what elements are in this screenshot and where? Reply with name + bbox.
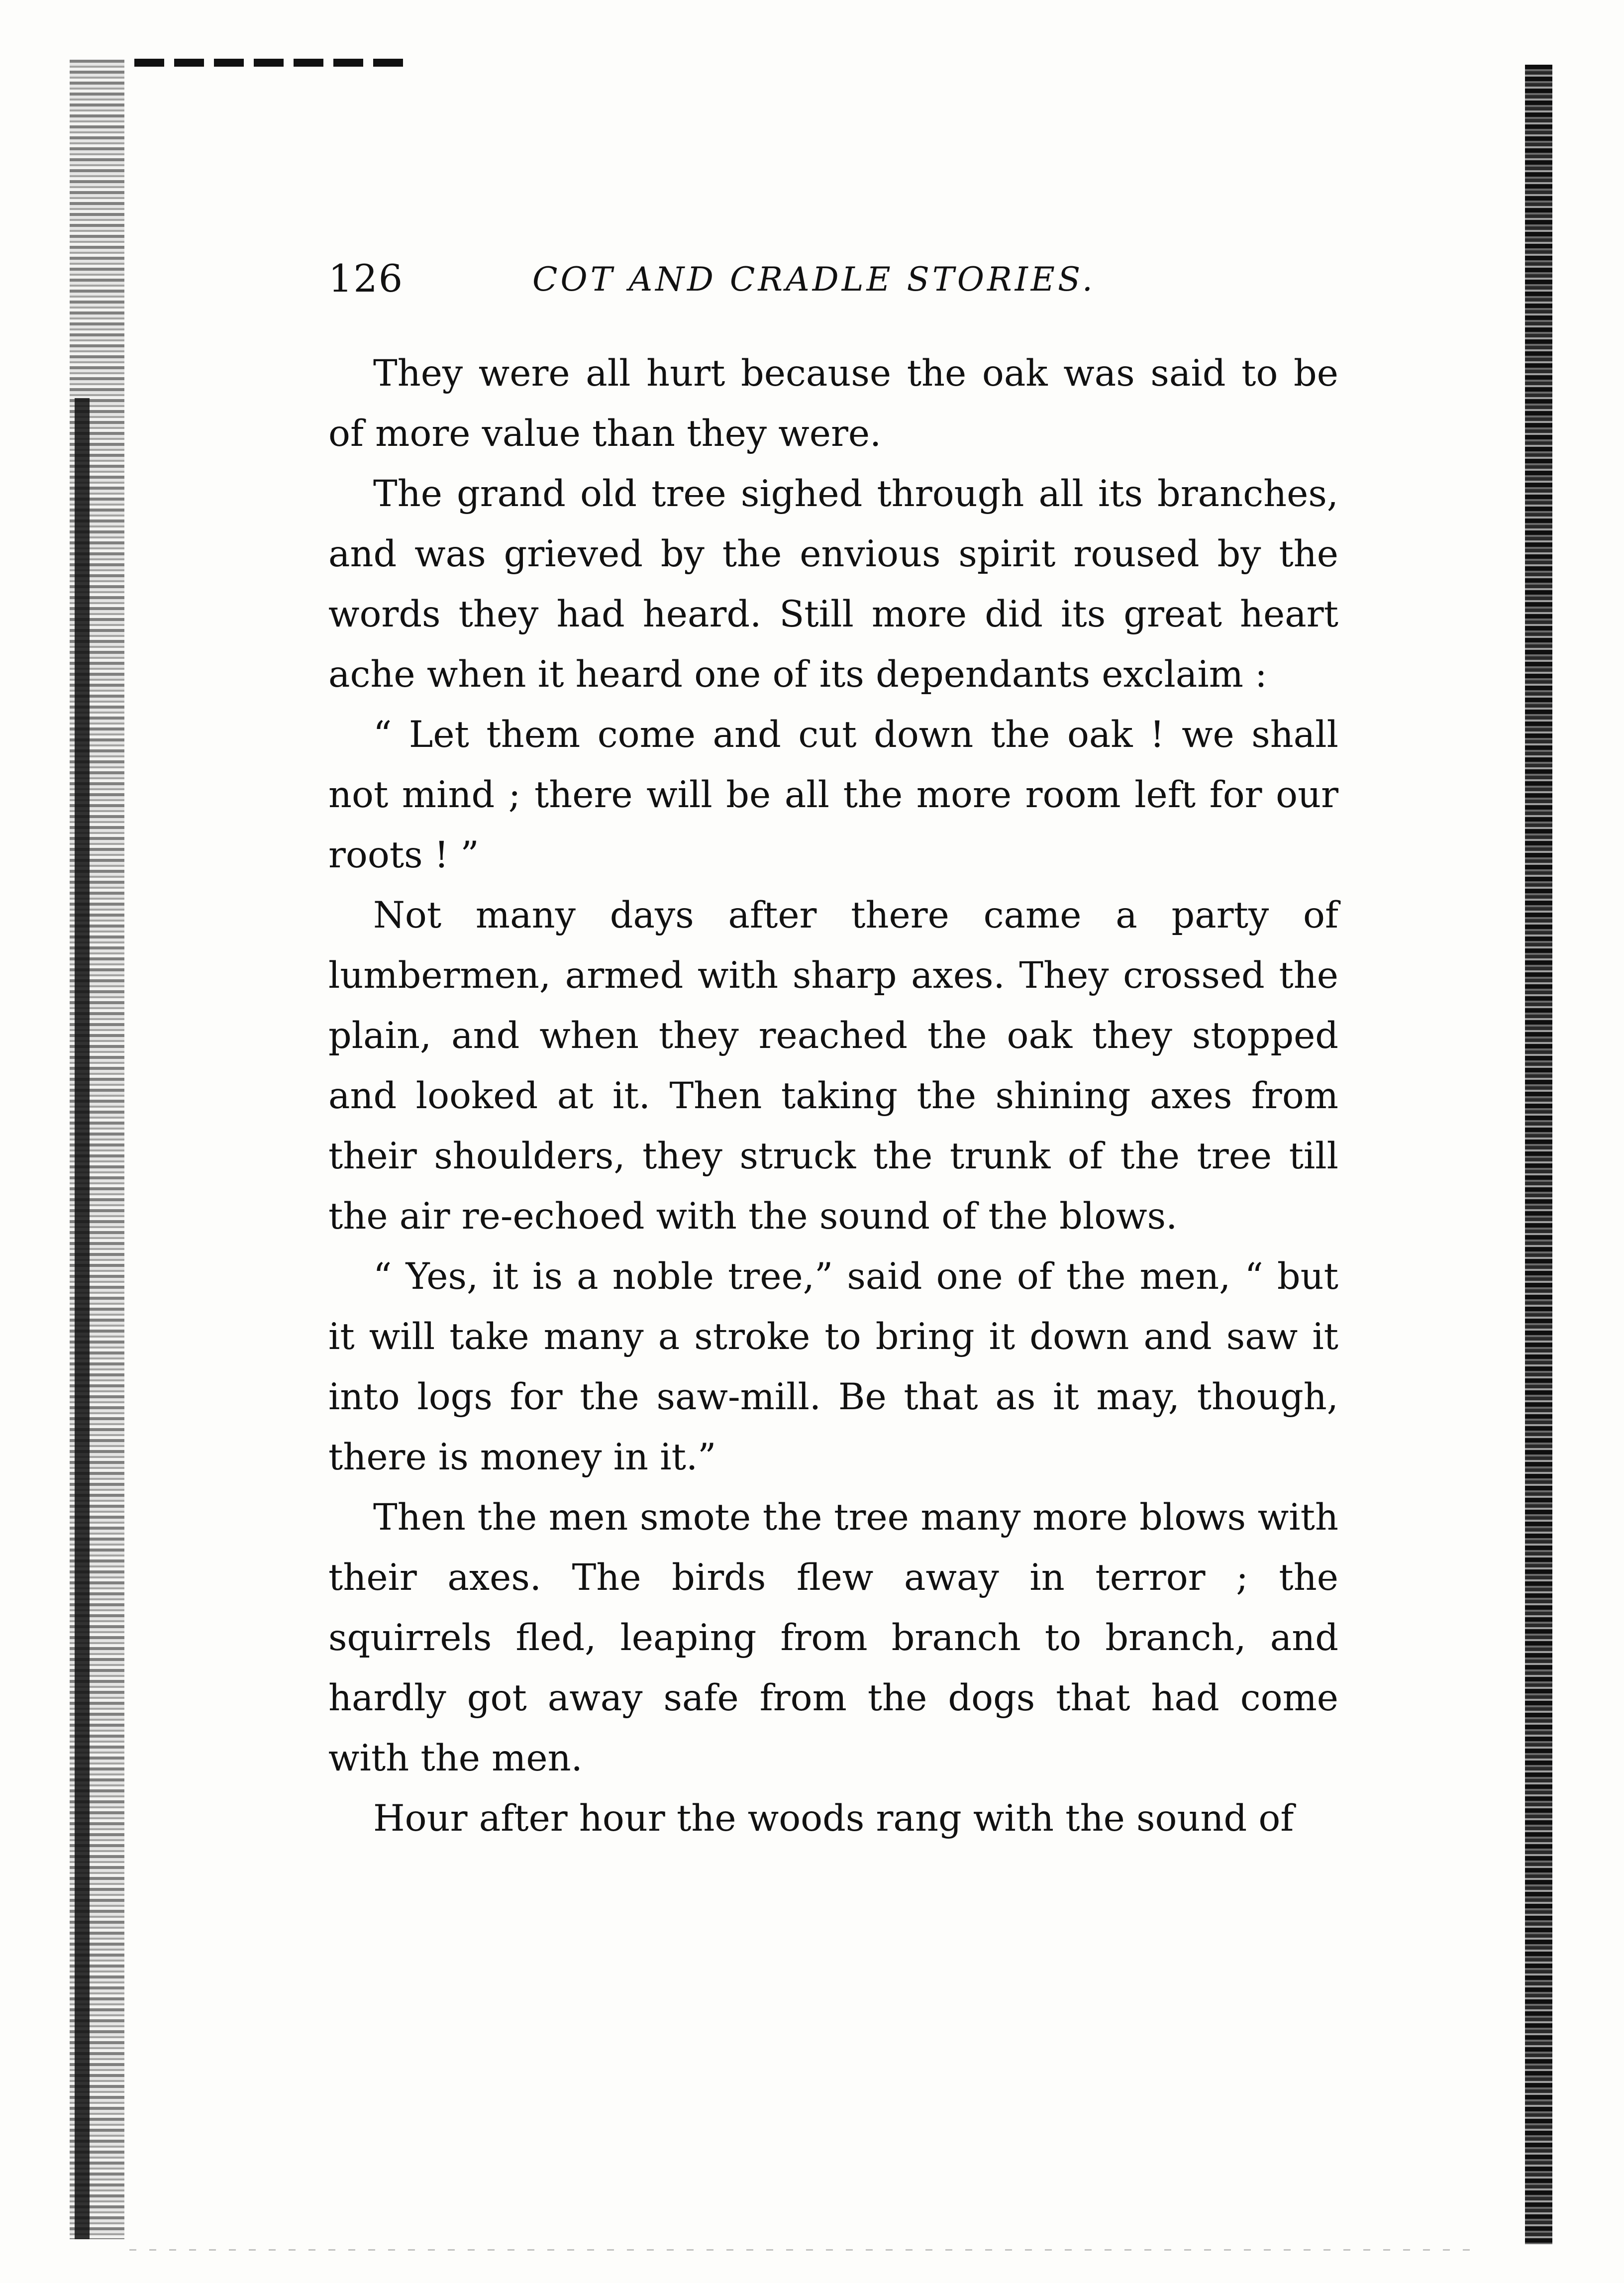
paragraph-2: The grand old tree sighed through all its branches, and was grieved by the envious spirit roused by the words they had heard. Still more did its great heart ache when it heard one of its dependants exclaim : xyxy=(328,473,1338,696)
paragraph-5: “ Yes, it is a noble tree,” said one of the men, “ but it will take many a stroke to bring it down and saw it into logs for the saw-mill. Be that as it may, though, there is money in it.” xyxy=(328,1255,1338,1478)
page-header xyxy=(328,256,1343,311)
scan-edge-bottom xyxy=(129,2249,1473,2251)
paragraph-3: “ Let them come and cut down the oak ! we shall not mind ; there will be all the more room left for our roots ! ” xyxy=(328,714,1338,876)
scan-edge-left-shadow xyxy=(75,398,90,2239)
running-title: COT AND CRADLE STORIES. xyxy=(532,260,1096,299)
paragraph-1: They were all hurt because the oak was said to be of more value than they were. xyxy=(328,352,1338,455)
paragraph-4: Not many days after there came a party of lumbermen, armed with sharp axes. They crossed the plain, and when they reached the oak they stopped and looked at it. Then taking the shining axes from their shoulders, they struck the trunk of the tree till the air re-echoed with the sound of the blows. xyxy=(328,894,1338,1238)
scan-edge-top xyxy=(134,59,413,67)
paragraph-6: Then the men smote the tree many more blows with their axes. The birds flew away in terror ; the squirrels fled, leaping from branch to branch, and hardly got away safe from the dogs that had come with the men. xyxy=(328,1496,1338,1779)
scan-edge-right xyxy=(1525,65,1552,2244)
paragraph-7: Hour after hour the woods rang with the sound of xyxy=(373,1797,1294,1840)
page-number: 126 xyxy=(328,256,404,301)
body-text xyxy=(328,343,1338,1849)
